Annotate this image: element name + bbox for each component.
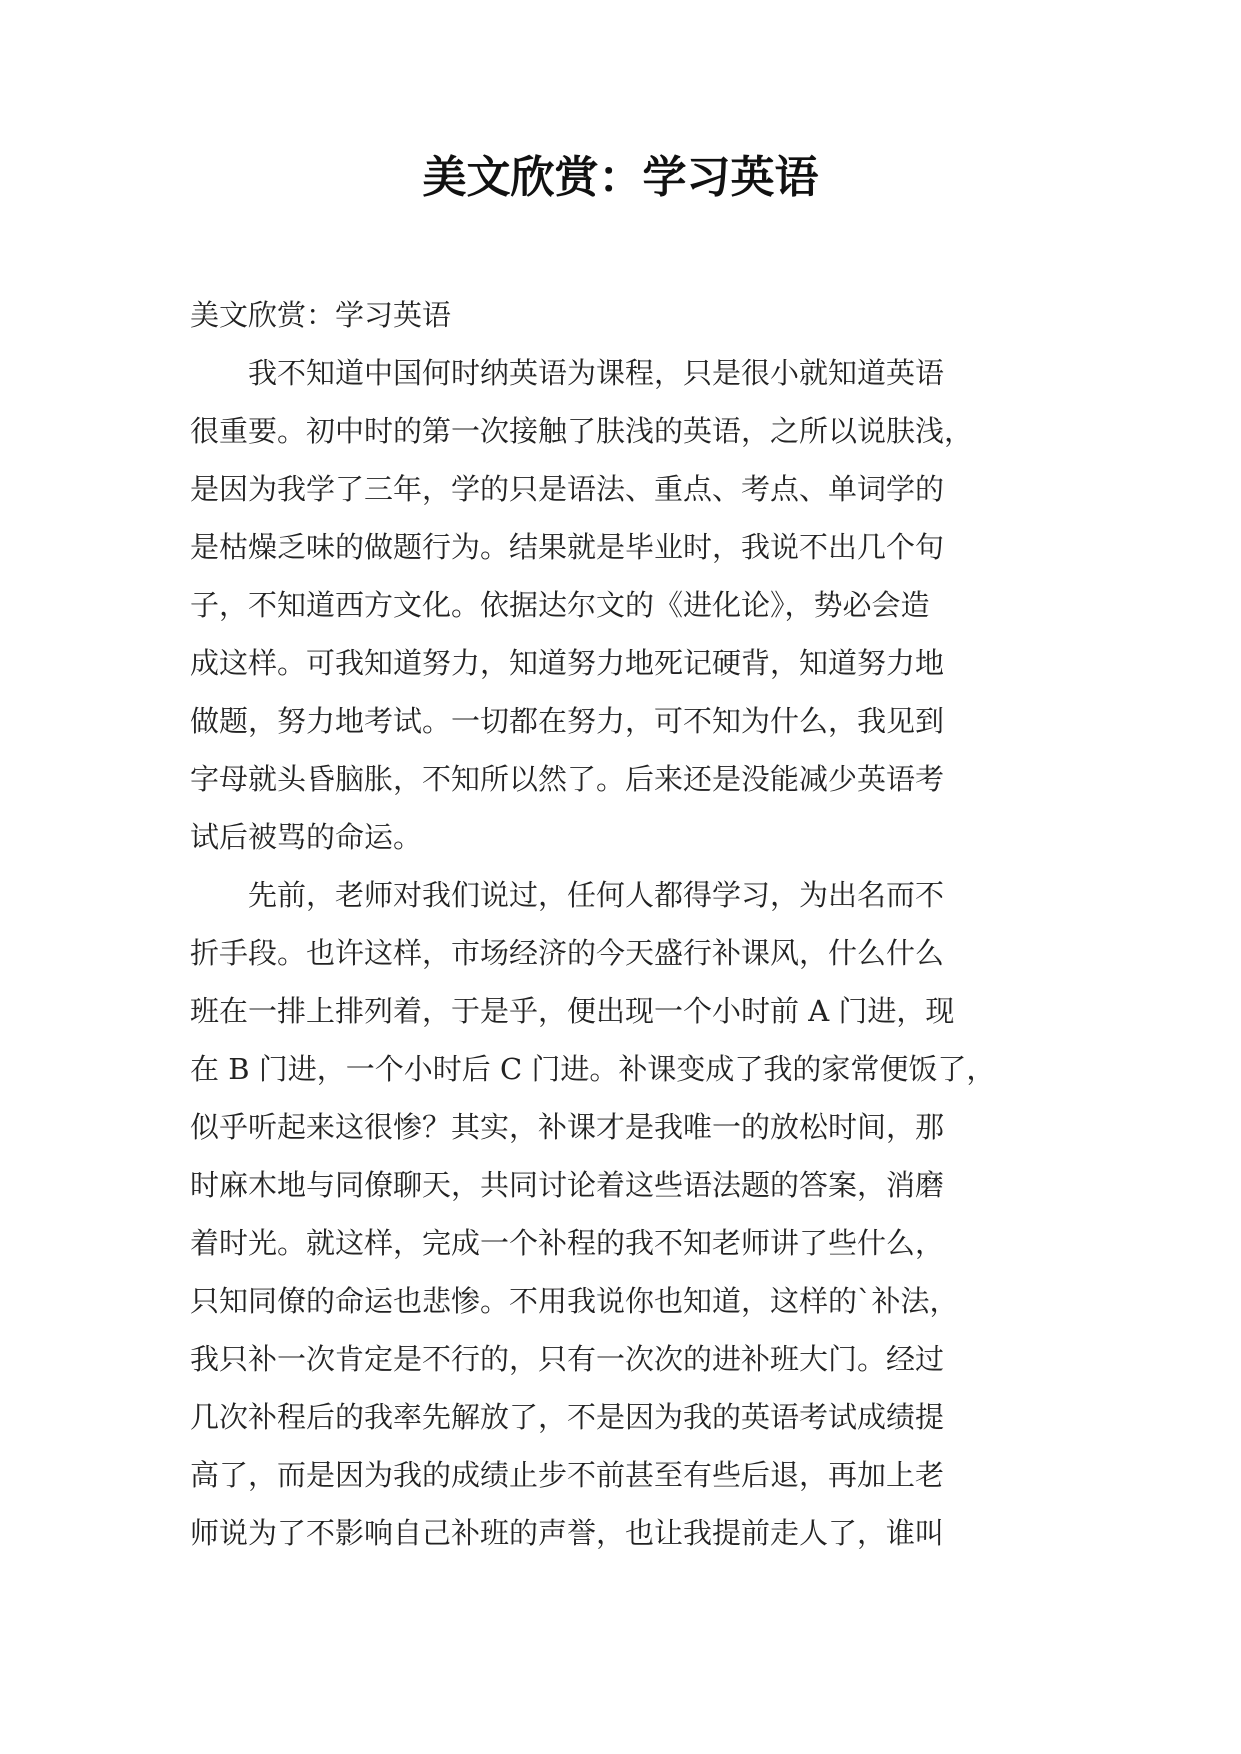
paragraph-1-line: 是因为我学了三年，学的只是语法、重点、考点、单词学的 [190, 472, 945, 506]
paragraph-2-line: 似乎听起来这很惨？其实，补课才是我唯一的放松时间，那 [190, 1110, 945, 1144]
paragraph-2-line: 着时光。就这样，完成一个补程的我不知老师讲了些什么， [190, 1226, 945, 1260]
paragraph-2-line: 先前，老师对我们说过，任何人都得学习，为出名而不 [190, 878, 945, 912]
paragraph-2-line: 我只补一次肯定是不行的，只有一次次的进补班大门。经过 [190, 1342, 945, 1376]
paragraph-1-line: 是枯燥乏味的做题行为。结果就是毕业时，我说不出几个句 [190, 530, 945, 564]
subtitle-line: 美文欣赏：学习英语 [190, 298, 452, 332]
paragraph-1-line: 很重要。初中时的第一次接触了肤浅的英语，之所以说肤浅， [190, 414, 974, 448]
paragraph-1-line: 成这样。可我知道努力，知道努力地死记硬背，知道努力地 [190, 646, 945, 680]
paragraph-2-line: 时麻木地与同僚聊天，共同讨论着这些语法题的答案，消磨 [190, 1168, 945, 1202]
paragraph-2-line: 只知同僚的命运也悲惨。不用我说你也知道，这样的`补法， [190, 1284, 959, 1318]
paragraph-1-line: 字母就头昏脑胀，不知所以然了。后来还是没能减少英语考 [190, 762, 945, 796]
paragraph-2-line: 师说为了不影响自己补班的声誉，也让我提前走人了，谁叫 [190, 1516, 945, 1550]
paragraph-2-line: 几次补程后的我率先解放了，不是因为我的英语考试成绩提 [190, 1400, 945, 1434]
paragraph-2-line: 在 B 门进，一个小时后 C 门进。补课变成了我的家常便饭了， [190, 1052, 996, 1086]
paragraph-1-line: 我不知道中国何时纳英语为课程，只是很小就知道英语 [190, 356, 945, 390]
paragraph-2-line: 班在一排上排列着，于是乎，便出现一个小时前 A 门进，现 [190, 994, 955, 1028]
document-body [190, 286, 1052, 1562]
paragraph-1-line: 做题，努力地考试。一切都在努力，可不知为什么，我见到 [190, 704, 945, 738]
paragraph-2-line: 折手段。也许这样，市场经济的今天盛行补课风，什么什么 [190, 936, 945, 970]
paragraph-2-line: 高了，而是因为我的成绩止步不前甚至有些后退，再加上老 [190, 1458, 945, 1492]
page-title: 美文欣赏：学习英语 [422, 152, 819, 203]
paragraph-1-line: 子，不知道西方文化。依据达尔文的《进化论》，势必会造 [190, 588, 930, 622]
paragraph-1-line: 试后被骂的命运。 [190, 820, 423, 854]
